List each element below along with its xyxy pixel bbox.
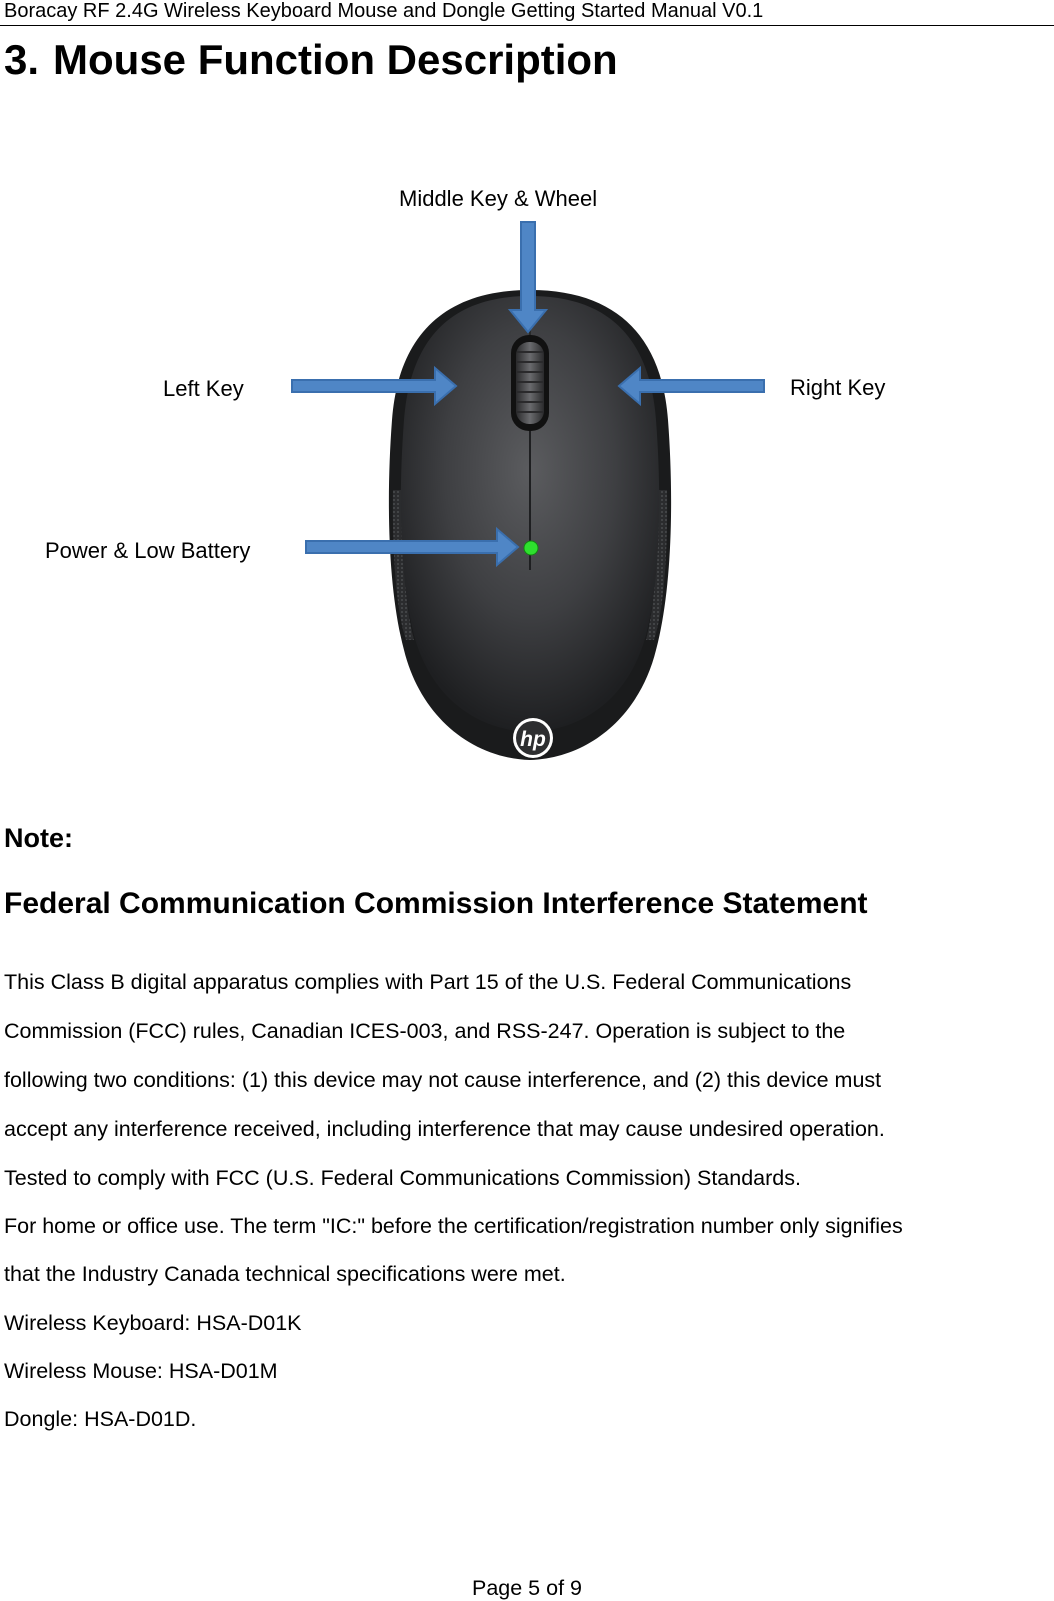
body-line: accept any interference received, including interference that may cause undesired operation. (4, 1117, 885, 1141)
scroll-wheel (511, 335, 549, 431)
body-line: that the Industry Canada technical specifications were met. (4, 1262, 566, 1286)
page-number: Page 5 of 9 (472, 1576, 582, 1600)
mouse-illustration (0, 170, 1054, 780)
fcc-statement-heading: Federal Communication Commission Interference Statement (4, 887, 868, 920)
hp-logo-icon (513, 718, 553, 758)
body-line: Commission (FCC) rules, Canadian ICES-003, and RSS-247. Operation is subject to the (4, 1019, 846, 1043)
body-line: Dongle: HSA-D01D. (4, 1407, 197, 1431)
body-line: Wireless Mouse: HSA-D01M (4, 1359, 278, 1383)
body-line: Tested to comply with FCC (U.S. Federal Communications Commission) Standards. (4, 1166, 801, 1190)
body-line: following two conditions: (1) this device may not cause interference, and (2) this device must (4, 1068, 882, 1092)
section-number: 3. (4, 36, 40, 83)
mouse-diagram (0, 170, 1054, 780)
body-line: Wireless Keyboard: HSA-D01K (4, 1311, 302, 1335)
hp-logo-text: hp (520, 728, 546, 751)
section-heading (4, 36, 618, 84)
body-line: For home or office use. The term "IC:" before the certification/registration number only signifies (4, 1214, 903, 1238)
note-label: Note: (4, 823, 73, 853)
section-title: Mouse Function Description (53, 36, 618, 83)
label-middle-key-wheel: Middle Key & Wheel (399, 186, 598, 211)
label-left-key: Left Key (163, 376, 244, 401)
header-divider (0, 25, 1054, 26)
arrow-middle-key-icon (510, 222, 546, 332)
arrow-right-key-icon (619, 368, 764, 404)
power-led-indicator (524, 541, 538, 555)
body-line: This Class B digital apparatus complies with Part 15 of the U.S. Federal Communications (4, 970, 852, 994)
label-right-key: Right Key (790, 375, 886, 400)
label-power-low-battery: Power & Low Battery (45, 538, 251, 563)
document-header-title: Boracay RF 2.4G Wireless Keyboard Mouse and Dongle Getting Started Manual V0.1 (4, 0, 764, 22)
